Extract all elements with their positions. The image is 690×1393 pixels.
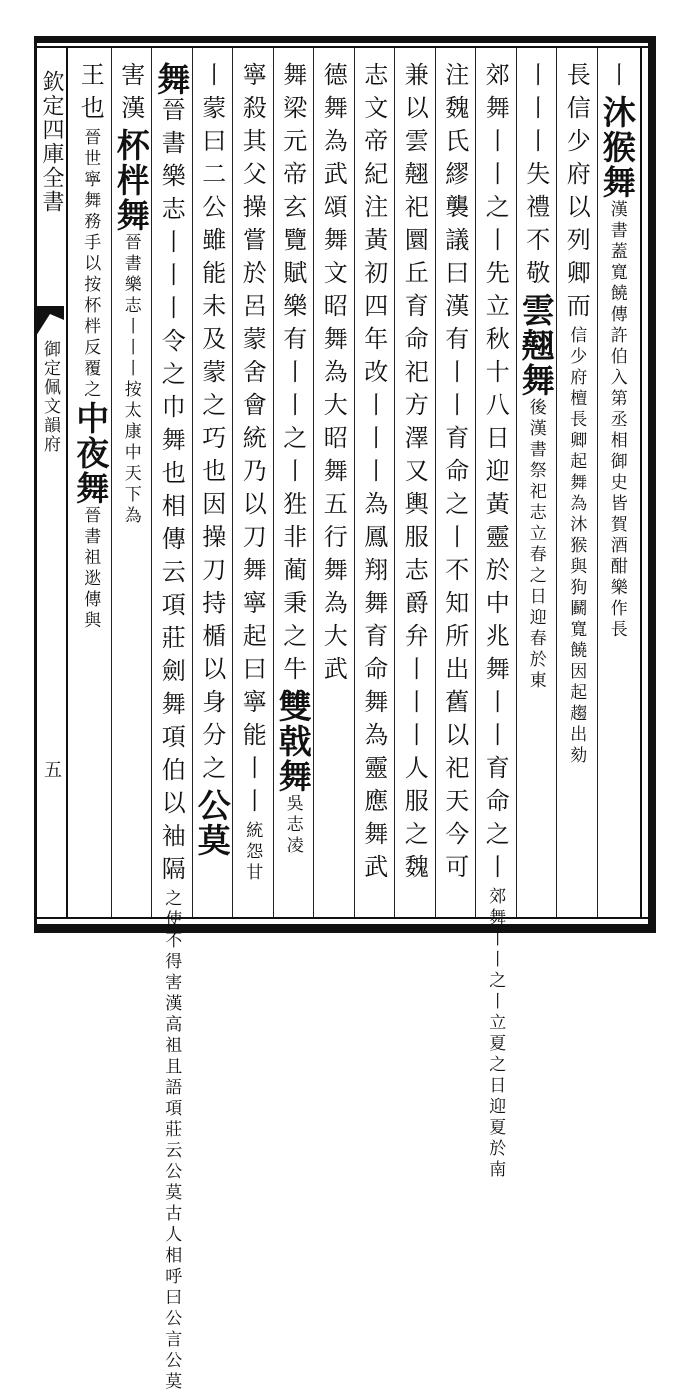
text-column: [65, 62, 115, 912]
body-text: 長信少府以列卿而: [562, 62, 591, 326]
top-border: [34, 36, 656, 43]
annotation-text: 郊舞丨丨之丨立夏之日迎夏於南: [485, 887, 506, 1181]
entry-heading: 沐猴舞: [597, 95, 637, 200]
annotation-text: 信少府檀長卿起舞為沐猴與狗鬬寬饒因起趨出劾: [566, 326, 587, 767]
entry-heading: 雙戟舞: [273, 689, 313, 794]
body-text: 注魏氏繆襲議曰漢有丨丨育命之丨不知所出舊以祀天今可: [440, 62, 469, 887]
bottom-border-inner: [34, 917, 656, 919]
entry-heading: 雲翹舞: [516, 293, 556, 398]
body-text: 丨蒙曰二公雖能未及蒙之巧也因操刀持楯以身分之: [197, 62, 226, 788]
entry-heading: 杯柈舞: [111, 128, 151, 233]
right-border: [648, 36, 656, 933]
annotation-text: 晉書樂志丨丨丨按太康中天下為: [120, 233, 141, 527]
body-text: 舞梁元帝玄覽賦樂有丨丨之丨狌非蔺秉之牛: [278, 62, 307, 689]
body-text: 寧殺其父操嘗於呂蒙舍會統乃以刀舞寧起曰寧能丨丨: [238, 62, 267, 821]
annotation-text: 後漢書祭祀志立春之日迎春於東: [525, 398, 546, 692]
body-text: 志文帝紀注黃初四年改丨丨丨為鳳翔舞育命舞為靈應舞武: [359, 62, 388, 887]
body-text: 害漢: [116, 62, 145, 128]
body-text: 王也: [76, 62, 105, 128]
body-text: 德舞為武頌舞文昭舞為大昭舞五行舞為大武: [319, 62, 348, 689]
body-text: 郊舞丨丨之丨先立秋十八日迎黃靈於中兆舞丨丨育命之丨: [481, 62, 510, 887]
entry-heading: 公莫: [192, 788, 232, 858]
body-text: 晉書樂志丨丨丨令之巾舞也相傳云項莊劍舞項伯以袖隔: [157, 97, 186, 889]
annotation-text: 統怨甘: [242, 821, 263, 884]
annotation-text: 之使不得害漢高祖且語項莊云公莫古人相呼曰公言公莫: [161, 889, 182, 1393]
entry-heading: 舞: [152, 62, 192, 97]
book-title: 欽定四庫全書: [39, 70, 64, 214]
annotation-text: 吳志凌: [282, 794, 303, 857]
annotation-text: 晉書祖逖傳與: [80, 506, 101, 632]
margin-column: [36, 60, 64, 910]
top-border-inner: [34, 46, 656, 48]
book-subtitle: 御定佩文韻府: [40, 340, 60, 454]
column-text: [65, 62, 115, 632]
annotation-text: 漢書蓋寬饒傳許伯入第丞相御史皆賀酒酣樂作長: [606, 200, 627, 641]
bottom-border: [34, 924, 656, 933]
page-number: 五: [41, 760, 62, 780]
body-text: 丨: [602, 62, 631, 95]
entry-heading: 中夜舞: [71, 401, 111, 506]
body-text: 丨丨丨失禮不敬: [521, 62, 550, 293]
annotation-text: 晉世寧舞務手以按杯柈反覆之: [80, 128, 101, 401]
fish-tail-mark-icon: [36, 306, 64, 336]
body-text: 兼以雲翹祀圜丘育命祀方澤又輿服志爵弁丨丨丨人服之魏: [400, 62, 429, 887]
